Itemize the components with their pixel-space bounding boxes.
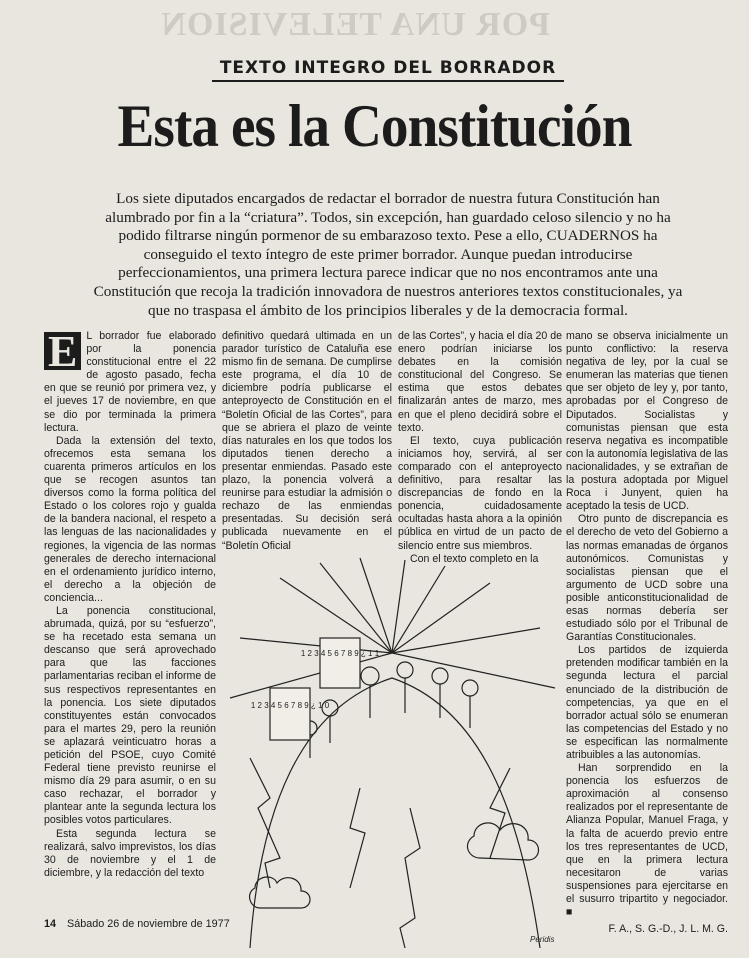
col4-paragraph-4: Han sorprendido en la ponencia los esfuerzos de aproximación al consenso realizados por el representante de Alianza Popular, Manuel Fraga, y la falta de acuerdo previo entre los tres representantes de UCD, que en la primera lectura necesitaron de varias suspensiones para ejercitarse en el susurro tripartito y negociador. ■ [566,762,728,919]
page-footer [44,918,230,930]
col1-paragraph-1: L borrador fue elaborado por la ponencia constitucional entre el 22 de agosto pasado, fecha en que se reunió por primera vez, y el jueves 17 de noviembre, en que se dio por terminada la primera lectura. [44,330,216,434]
author-signature: F. A., S. G.-D., J. L. M. G. [608,923,728,936]
article-column-2 [222,330,392,558]
col3-paragraph-1: de las Cortes”, y hacia el día 20 de enero podrían iniciarse los debates en la comisión constitucional del Congreso. Se estima que estos debates finalizarán antes de marzo, mes en que el pleno decidirá sobre el texto. [398,330,562,434]
issue-date: Sábado 26 de noviembre de 1977 [67,918,230,930]
col2-paragraph-1: definitivo quedará ultimada en un parador turístico de Cataluña ese mismo fin de semana. De cumplirse este programa, el día 10 de diciembre podría publicarse el anteproyecto de Constitución en el “Boletín Oficial de las Cortes”, para que se abriera el plazo de veinte días naturales en los que todos los diputados tienen derecho a presentar enmiendas. Pasado este plazo, la ponencia volverá a reunirse para estudiar la admisión o rechazo de las enmiendas presentadas. Su decisión será publicada nuevamente en el “Boletín Oficial [222,330,392,552]
col4-paragraph-1: mano se observa inicialmente un punto conflictivo: la reserva negativa de ley, por la cual se enumeran las materias que tienen que ser objeto de ley y, por tanto, aprobadas por el Congreso de Diputados. Socialistas y comunistas piensan que esta reserva negativa es incompatible con la autonomía legislativa de las nacionalidades, y se extrañan de la postura adoptada por Miguel Roca i Junyent, quien ha aceptado la tesis de UCD. [566,330,728,513]
cloud-left [250,877,310,908]
sign-right-text: 1 2 3 4 5 6 7 8 9 ¿ 1 1 [300,649,380,658]
sign-right [320,638,360,688]
article-column-3 [398,330,562,565]
article-column-1 [44,327,216,879]
col1-paragraph-3: La ponencia constitucional, abrumada, quizá, por su “esfuerzo”, se ha recetado esta semana un descanso que será aprovechado para que las facciones parlamentarias reciban el informe de sus respectivos representantes en la ponencia. Los siete diputados constituyentes están convocados para el martes 29, pero la reunión se aplazará veinticuatro horas a petición del PSOE, cuyo Comité Federal tiene previsto reunirse el mismo día 29 para asumir, o en su caso rechazar, el borrador y plantear ante la segunda lectura los posibles votos particulares. [44,604,216,827]
article-column-4 [566,330,728,936]
page-number: 14 [44,918,57,930]
col4-paragraph-3: Los partidos de izquierda pretenden modificar también en la segunda lectura el parcial enunciado de la distribución de competencias, ya que en el borrador actual sólo se enumeran las competencias del Estado y no se especifican las normalmente atribuibles a las autonomías. [566,644,728,761]
col3-paragraph-2: El texto, cuya publicación iniciamos hoy, servirá, al ser comparado con el anteproyecto definitivo, para resaltar las discrepancias de fondo en la ponencia, cuidadosamente ocultadas hasta ahora a la opinión pública en virtud de un pacto de silencio entre sus miembros. [398,434,562,552]
headline: Esta es la Constitución [117,93,632,159]
col1-paragraph-4: Esta segunda lectura se realizará, salvo imprevistos, los días 30 de noviembre y el 1 de diciembre, y la redacción del texto [44,827,216,879]
sun-rays [230,558,555,698]
bleed-through-text: POR UNA TELEVISION [160,6,550,43]
sign-left [270,688,310,740]
artist-signature: Peridis [530,935,555,944]
cloud-right [467,823,538,860]
sign-left-text: 1 2 3 4 5 6 7 8 9 ¿ 1 0 [250,701,330,710]
drop-cap: E [44,332,81,370]
lightning-bolts [250,758,510,948]
cartoon-illustration [220,558,564,950]
kicker: TEXTO INTEGRO DEL BORRADOR [212,58,564,82]
col1-paragraph-2: Dada la extensión del texto, ofrecemos esta semana los cuarenta primeros artículos en los que se recogen asuntos tan diversos como la forma política del Estado o los colores rojo y gualda de la bandera nacional, el respeto a las lenguas de las nacionalidades y regiones, la vigencia de las normas generales de derecho internacional en el ordenamiento jurídico interno, el derecho a la objeción de conciencia... [44,434,216,604]
col3-paragraph-3: Con el texto completo en la [410,552,539,565]
col4-paragraph-2: Otro punto de discrepancia es el derecho de veto del Gobierno a las normas emanadas de órganos autonómicos. Comunistas y socialistas piensan que el argumento de UCD sobre una posible anticonstitucionalidad de esas normas debería ser estudiado sólo por el Tribunal de Garantías Constitucionales. [566,513,728,644]
intro-paragraph: Los siete diputados encargados de redactar el borrador de nuestra futura Constitución han alumbrado por fin a la “criatura”. Todos, sin excepción, han guardado celoso silencio y no ha podido filtrarse ningún pormenor de su embarazoso texto. Pese a ello, CUADERNOS ha conseguido el texto íntegro de este primer borrador. Aunque puedan introducirse perfeccionamientos, una primera lectura parece indicar que no nos encontramos ante una Constitución que recoja la tradición innovadora de nuestros anteriores textos constitucionales, ya que no traspasa el ámbito de los principios liberales y de la democracia formal. [93,190,683,319]
